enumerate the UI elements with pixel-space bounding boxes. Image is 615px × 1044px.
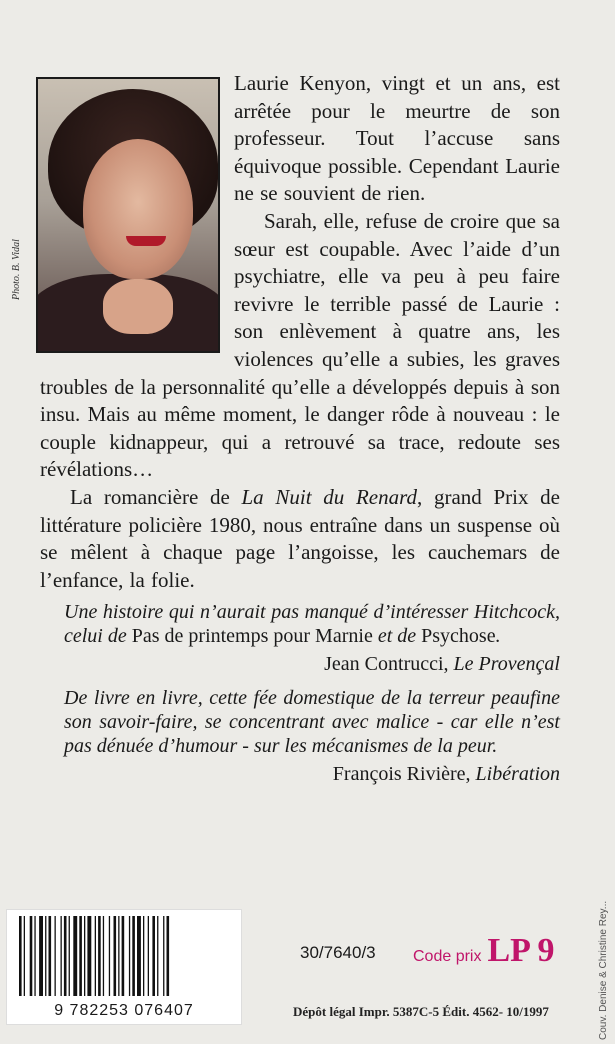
cover-credit: Couv. Denise & Christine Rey... bbox=[598, 900, 609, 1040]
press-quote bbox=[64, 686, 560, 786]
price-code bbox=[413, 932, 555, 970]
novel-title: La Nuit du Renard bbox=[241, 484, 417, 509]
summary-text bbox=[40, 70, 560, 594]
legal-deposit: Dépôt légal Impr. 5387C-5 Édit. 4562- 10/1997 bbox=[293, 1004, 549, 1019]
quote-attribution: Jean Contrucci, Le Provençal bbox=[324, 653, 560, 675]
summary-paragraph-2: Sarah, elle, refuse de croire que sa sœur est coupable. Avec l’aide d’un psychiatre, elle va peu à peu faire revivre le terrible passé de Laurie : son enlèvement à quatre ans, les violences qu’elle a subies, les graves troubles de la personnalité qu’elle a développés depuis à son insu. Mais au même moment, le danger rôde à nouveau : le couple kidnappeur, qui a retrouvé sa trace, redoute ses révélations… bbox=[40, 208, 560, 482]
press-quote bbox=[64, 600, 560, 676]
photo-credit: Photo. B. Vidal bbox=[11, 239, 22, 300]
quote-text: De livre en livre, cette fée domestique de la terreur peaufine son savoir-faire, se concentrant avec malice - car elle n’est pas dénuée d’humour - sur les mécanismes de la peur. bbox=[64, 687, 560, 757]
quote-text: Une histoire qui n’aurait pas manqué d’intéresser Hitchcock, celui de Pas de printemps pour Marnie et de Psychose. bbox=[64, 601, 560, 647]
press-quotes bbox=[64, 600, 560, 796]
barcode-bars bbox=[11, 916, 237, 1000]
summary-paragraph-3: La romancière de La Nuit du Renard, grand Prix de littérature policière 1980, nous entraîne dans un suspense où se mêlent à chaque page l’angoisse, les cauchemars de l’enfance, la folie. bbox=[40, 484, 560, 592]
quote-attribution: François Rivière, Libération bbox=[332, 763, 560, 785]
isbn-barcode bbox=[6, 909, 242, 1025]
price-value: LP 9 bbox=[487, 932, 555, 969]
barcode-digits: 9 782253 076407 bbox=[54, 1002, 194, 1019]
price-label: Code prix bbox=[413, 948, 482, 965]
summary-paragraph-1: Laurie Kenyon, vingt et un ans, est arrêtée pour le meurtre de son professeur. Tout l’accuse sans équivoque possible. Cependant Laurie ne se souvient de rien. bbox=[234, 71, 560, 206]
reference-number: 30/7640/3 bbox=[300, 943, 376, 962]
